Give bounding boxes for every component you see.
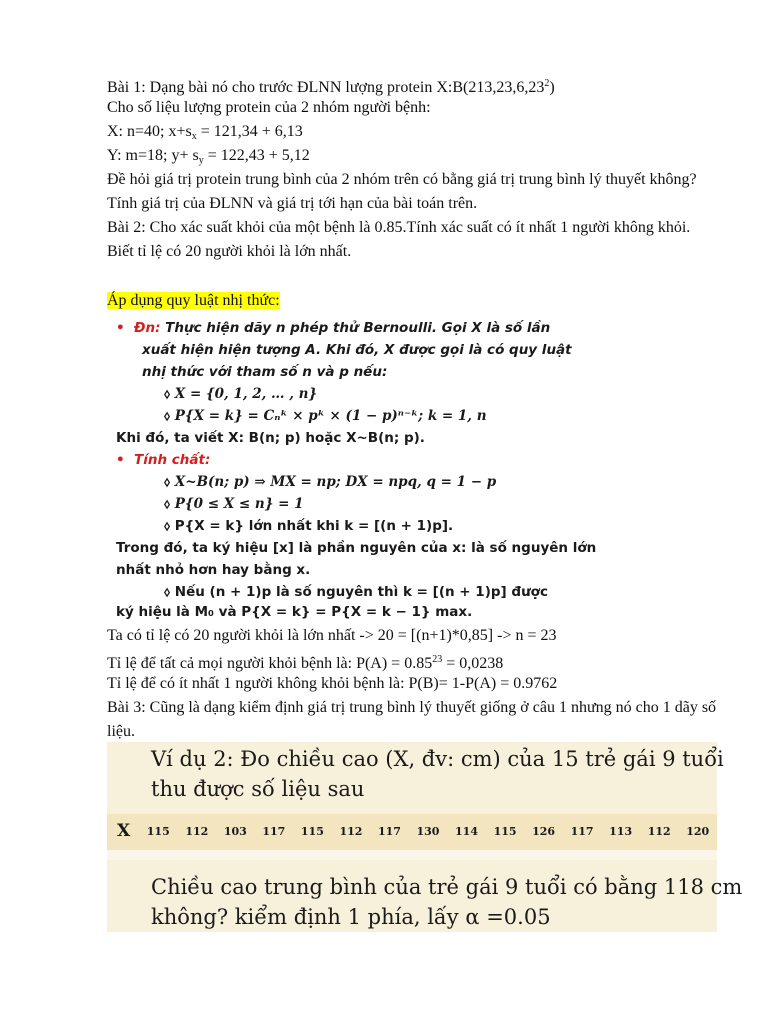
data-row [107, 814, 717, 850]
value-cell: 103 [223, 825, 247, 838]
integer-case-text: Nếu (n + 1)p là số nguyên thì k = [(n + 1)p] được [174, 584, 548, 600]
formula-support: X = {0, 1, 2, … , n} [174, 386, 318, 402]
example-question-1: Chiều cao trung bình của trẻ gái 9 tuổi có bằng 118 cm [151, 875, 743, 899]
bai1-question: Đề hỏi giá trị protein trung bình của 2 nhóm trên có bằng giá trị trung bình lý thuyết không? Tính giá trị của ĐLNN và giá trị tới hạn của bài toán trên. [107, 171, 697, 212]
example-question-2: không? kiểm định 1 phía, lấy α =0.05 [151, 905, 551, 929]
solution-line-1: Ta có tỉ lệ có 20 người khỏi là lớn nhất -> 20 = [(n+1)*0,85] -> n = 23 [107, 627, 557, 644]
value-cell: 114 [455, 825, 478, 838]
divider [107, 850, 717, 860]
prob-all-a: Tỉ lệ để tất cả mọi người khỏi bệnh là: P(A) = 0.85 [107, 655, 433, 672]
formula-total: P{0 ≤ X ≤ n} = 1 [174, 496, 304, 512]
superscript: 23 [432, 654, 443, 665]
theorem-line-4 [164, 386, 317, 402]
value-cell: 112 [339, 825, 363, 838]
value-cell: 117 [262, 825, 286, 838]
value-cell: 113 [609, 825, 633, 838]
bai1-title-text: Bài 1: Dạng bài nó cho trước ĐLNN lượng protein X:B(213,23,6,23 [107, 79, 545, 96]
theorem-line-8 [164, 474, 496, 490]
properties-label: Tính chất: [134, 452, 211, 468]
value-cell: 115 [300, 825, 324, 838]
bai3-text: Bài 3: Cũng là dạng kiểm định giá trị trung bình lý thuyết giống ở câu 1 nhưng nó cho 1 dãy số liệu. [107, 699, 717, 740]
group-y-b: = 122,43 + 5,12 [203, 147, 310, 164]
subscript: y [198, 155, 204, 166]
value-cell: 126 [532, 825, 556, 838]
value-cell: 115 [493, 825, 517, 838]
theorem-line-3: nhị thức với tham số n và p nếu: [142, 364, 388, 380]
theorem-line-9 [164, 496, 304, 512]
prob-all-b: = 0,0238 [442, 655, 504, 672]
value-cell: 117 [377, 825, 401, 838]
solution-line-3: Tỉ lệ để có ít nhất 1 người không khỏi bệnh là: P(B)= 1-P(A) = 0.9762 [107, 675, 558, 692]
subscript: x [191, 131, 197, 142]
theorem-line-1 [116, 320, 550, 336]
bullet-icon: • [116, 452, 125, 468]
theorem-line-6: Khi đó, ta viết X: B(n; p) hoặc X~B(n; p). [116, 430, 425, 446]
formula-pmf: P{X = k} = Cₙᵏ × pᵏ × (1 − p)ⁿ⁻ᵏ; k = 1, n [174, 408, 487, 424]
diamond-bullet-icon: ⬨ [164, 386, 171, 402]
def-text-1: Thực hiện dãy n phép thử Bernoulli. Gọi X là số lần [160, 320, 551, 336]
value-cell: 112 [185, 825, 209, 838]
example-line-1: Ví dụ 2: Đo chiều cao (X, đv: cm) của 15 trẻ gái 9 tuổi [151, 747, 724, 771]
theorem-line-2: xuất hiện hiện tượng A. Khi đó, X được gọi là có quy luật [142, 342, 572, 358]
theorem-line-12: nhất nhỏ hơn hay bằng x. [116, 562, 311, 578]
bai1-title-tail: ) [549, 79, 555, 96]
value-cell: 115 [146, 825, 170, 838]
theorem-line-10 [164, 518, 453, 534]
value-cell: 112 [647, 825, 671, 838]
diamond-bullet-icon: ⬨ [164, 496, 171, 512]
diamond-bullet-icon: ⬨ [164, 408, 171, 424]
theorem-line-14: ký hiệu là M₀ và P{X = k} = P{X = k − 1} max. [116, 604, 473, 620]
diamond-bullet-icon: ⬨ [164, 584, 171, 600]
theorem-line-7 [116, 452, 210, 468]
example-line-2: thu được số liệu sau [151, 777, 365, 801]
value-cell: 117 [570, 825, 594, 838]
theorem-image [110, 316, 597, 620]
diamond-bullet-icon: ⬨ [164, 474, 171, 490]
value-cell: 130 [416, 825, 440, 838]
theorem-line-5 [164, 408, 487, 424]
diamond-bullet-icon: ⬨ [164, 518, 171, 534]
group-x-a: X: n=40; x+s [107, 123, 192, 140]
example-image [107, 742, 743, 932]
definition-label: Đn: [134, 320, 161, 336]
theorem-line-11: Trong đó, ta ký hiệu [x] là phần nguyên của x: là số nguyên lớn [116, 540, 597, 556]
superscript: 2 [544, 78, 550, 89]
highlighted-heading: Áp dụng quy luật nhị thức: [107, 292, 280, 309]
value-cell: 120 [686, 825, 710, 838]
row-label: X [117, 821, 131, 841]
bullet-icon: • [116, 320, 125, 336]
highlight-line [107, 289, 717, 313]
bai1-line2: Cho số liệu lượng protein của 2 nhóm người bệnh: [107, 99, 431, 116]
theorem-line-13 [164, 584, 548, 600]
formula-moments: X~B(n; p) ⇒ MX = np; DX = npq, q = 1 − p [174, 474, 497, 490]
group-y-a: Y: m=18; y+ s [107, 147, 199, 164]
group-x-b: = 121,34 + 6,13 [196, 123, 303, 140]
formula-mode: P{X = k} lớn nhất khi k = [(n + 1)p]. [174, 518, 454, 534]
row-values [139, 825, 717, 838]
bai2-text: Bài 2: Cho xác suất khỏi của một bệnh là 0.85.Tính xác suất có ít nhất 1 người không khỏi. Biết tỉ lệ có 20 người khỏi là lớn nhất. [107, 219, 691, 260]
